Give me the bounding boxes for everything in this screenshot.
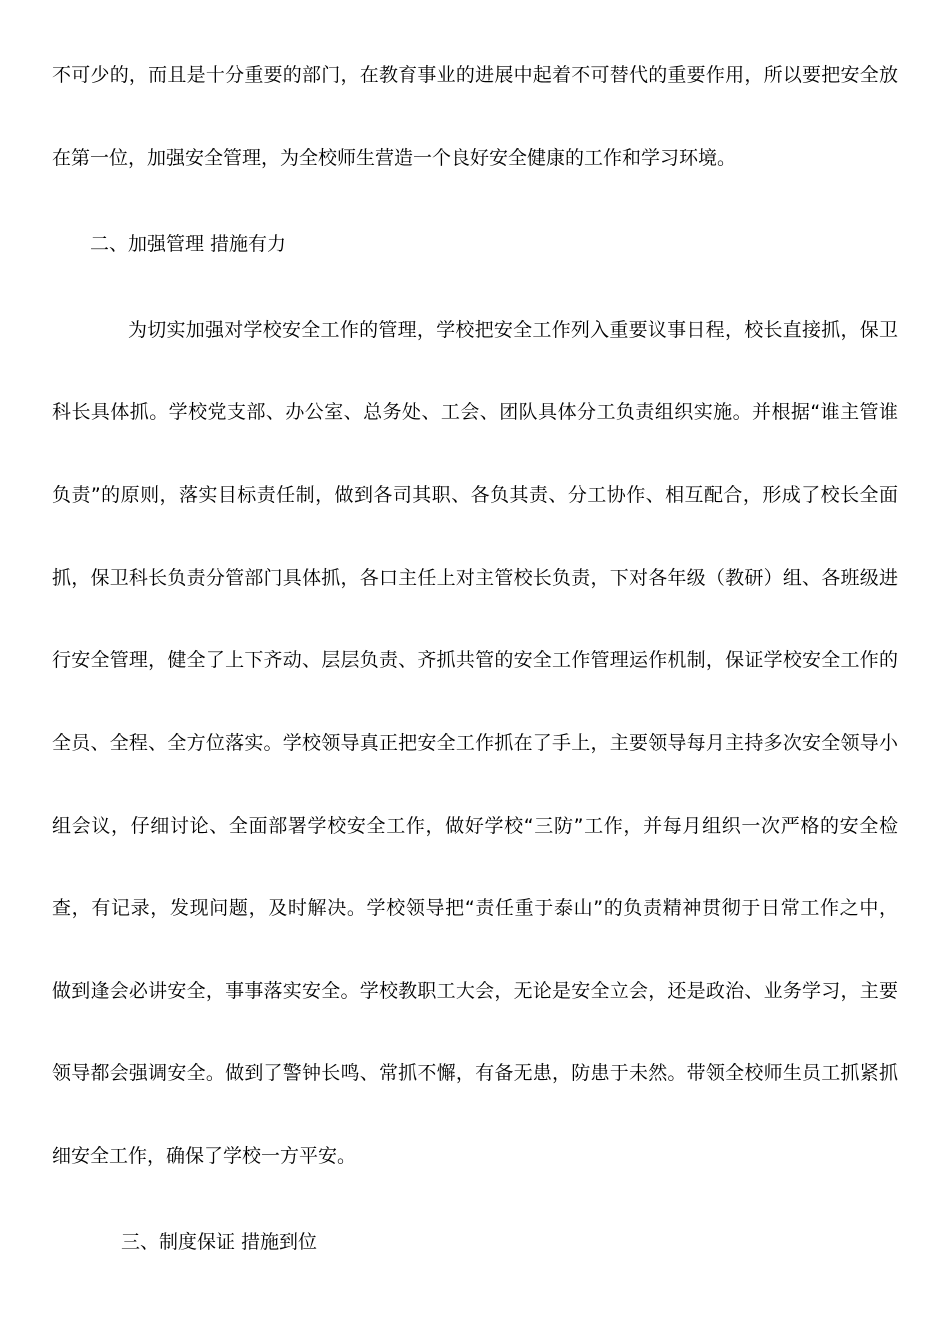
paragraph-line: 组会议，仔细讨论、全面部署学校安全工作，做好学校“三防”工作，并每月组织一次严格的安全检 <box>52 815 898 837</box>
paragraph-line: 细安全工作，确保了学校一方平安。 <box>52 1145 357 1167</box>
paragraph-line: 抓，保卫科长负责分管部门具体抓，各口主任上对主管校长负责，下对各年级（教研）组、各班级进 <box>52 567 898 589</box>
paragraph-line: 为切实加强对学校安全工作的管理，学校把安全工作列入重要议事日程，校长直接抓，保卫 <box>128 319 898 341</box>
paragraph-line: 负责”的原则，落实目标责任制，做到各司其职、各负其责、分工协作、相互配合，形成了校长全面 <box>52 484 898 506</box>
paragraph-line: 全员、全程、全方位落实。学校领导真正把安全工作抓在了手上，主要领导每月主持多次安全领导小 <box>52 732 898 754</box>
paragraph-line: 科长具体抓。学校党支部、办公室、总务处、工会、团队具体分工负责组织实施。并根据“谁主管谁 <box>52 401 898 423</box>
paragraph-line: 不可少的，而且是十分重要的部门，在教育事业的进展中起着不可替代的重要作用，所以要把安全放 <box>52 64 898 86</box>
paragraph-line: 在第一位，加强安全管理，为全校师生营造一个良好安全健康的工作和学习环境。 <box>52 147 737 169</box>
paragraph-line: 做到逢会必讲安全，事事落实安全。学校教职工大会，无论是安全立会，还是政治、业务学习，主要 <box>52 980 898 1002</box>
section-heading-2: 二、加强管理 措施有力 <box>90 233 287 255</box>
paragraph-line: 行安全管理，健全了上下齐动、层层负责、齐抓共管的安全工作管理运作机制，保证学校安全工作的 <box>52 649 898 671</box>
paragraph-line: 查，有记录，发现问题，及时解决。学校领导把“责任重于泰山”的负责精神贯彻于日常工作之中， <box>52 897 898 919</box>
paragraph-line: 领导都会强调安全。做到了警钟长鸣、常抓不懈，有备无患，防患于未然。带领全校师生员工抓紧抓 <box>52 1062 898 1084</box>
section-heading-3: 三、制度保证 措施到位 <box>121 1231 318 1253</box>
